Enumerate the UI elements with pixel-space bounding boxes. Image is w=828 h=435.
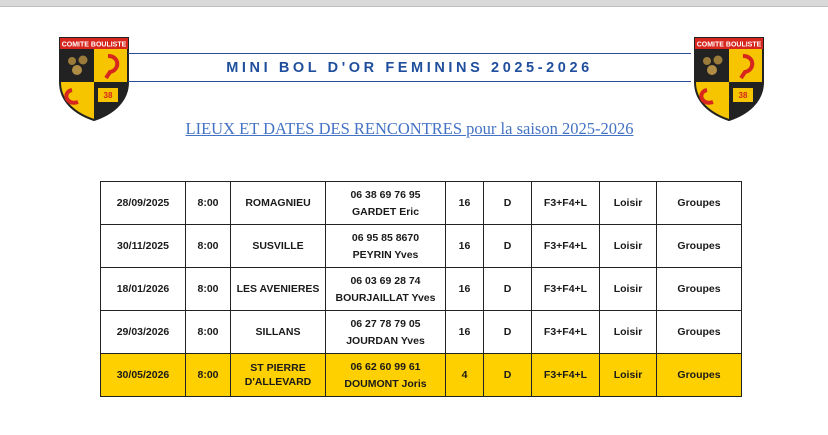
logo-number: 38	[103, 91, 113, 100]
contact-cell	[326, 311, 446, 354]
contact-name: GARDET Eric	[351, 205, 420, 218]
logo-text: COMITE BOULISTE	[696, 41, 762, 49]
table-row	[101, 311, 742, 354]
contact-phone: 06 38 69 76 95	[350, 188, 421, 201]
contact-cell	[326, 268, 446, 311]
mode-cell: Groupes	[657, 268, 742, 311]
place-cell: ROMAGNIEU	[231, 182, 326, 225]
contact-phone: 06 95 85 8670	[351, 231, 420, 244]
format-cell: F3+F4+L	[532, 182, 600, 225]
format-cell: F3+F4+L	[532, 311, 600, 354]
category-cell: Loisir	[600, 354, 657, 397]
logo-number: 38	[738, 91, 748, 100]
time-cell: 8:00	[186, 225, 231, 268]
teams-cell: 16	[446, 225, 484, 268]
page-subtitle: LIEUX ET DATES DES RENCONTRES pour la saison 2025-2026	[185, 119, 634, 138]
type-cell: D	[484, 225, 532, 268]
contact-name: BOURJAILLAT Yves	[335, 291, 436, 304]
shield-logo-icon	[693, 36, 765, 122]
time-cell: 8:00	[186, 182, 231, 225]
type-cell: D	[484, 311, 532, 354]
time-cell: 8:00	[186, 311, 231, 354]
schedule-table	[100, 181, 742, 397]
title-rule-bottom	[128, 81, 691, 82]
mode-cell: Groupes	[657, 182, 742, 225]
contact-name: PEYRIN Yves	[352, 248, 419, 261]
type-cell: D	[484, 268, 532, 311]
category-cell: Loisir	[600, 268, 657, 311]
teams-cell: 16	[446, 182, 484, 225]
place-cell: LES AVENIERES	[231, 268, 326, 311]
type-cell: D	[484, 354, 532, 397]
contact-phone: 06 03 69 28 74	[350, 274, 421, 287]
logo-text: COMITE BOULISTE	[61, 41, 127, 49]
title-rule-top	[128, 53, 691, 54]
date-cell: 30/11/2025	[101, 225, 186, 268]
table-row	[101, 268, 742, 311]
table-row	[101, 225, 742, 268]
table-row-highlighted	[101, 354, 742, 397]
time-cell: 8:00	[186, 354, 231, 397]
place-cell: SILLANS	[231, 311, 326, 354]
date-cell: 29/03/2026	[101, 311, 186, 354]
place-cell: ST PIERRE D'ALLEVARD	[231, 354, 326, 397]
date-cell: 18/01/2026	[101, 268, 186, 311]
format-cell: F3+F4+L	[532, 354, 600, 397]
table-row	[101, 182, 742, 225]
category-cell: Loisir	[600, 225, 657, 268]
contact-cell	[326, 225, 446, 268]
window-top-bar	[0, 0, 828, 7]
category-cell: Loisir	[600, 311, 657, 354]
mode-cell: Groupes	[657, 311, 742, 354]
date-cell: 30/05/2026	[101, 354, 186, 397]
contact-cell	[326, 354, 446, 397]
format-cell: F3+F4+L	[532, 225, 600, 268]
mode-cell: Groupes	[657, 225, 742, 268]
shield-logo-icon	[58, 36, 130, 122]
contact-phone: 06 27 78 79 05	[350, 317, 421, 330]
format-cell: F3+F4+L	[532, 268, 600, 311]
comite-bouliste-logo-right	[693, 36, 765, 122]
contact-name: JOURDAN Yves	[346, 334, 425, 347]
contact-name: DOUMONT Joris	[344, 377, 427, 390]
time-cell: 8:00	[186, 268, 231, 311]
contact-phone: 06 62 60 99 61	[350, 360, 421, 373]
contact-cell	[326, 182, 446, 225]
teams-cell: 4	[446, 354, 484, 397]
page-title: MINI BOL D'OR FEMININS 2025-2026	[226, 60, 593, 76]
mode-cell: Groupes	[657, 354, 742, 397]
comite-bouliste-logo-left	[58, 36, 130, 122]
place-cell: SUSVILLE	[231, 225, 326, 268]
date-cell: 28/09/2025	[101, 182, 186, 225]
type-cell: D	[484, 182, 532, 225]
teams-cell: 16	[446, 311, 484, 354]
category-cell: Loisir	[600, 182, 657, 225]
teams-cell: 16	[446, 268, 484, 311]
